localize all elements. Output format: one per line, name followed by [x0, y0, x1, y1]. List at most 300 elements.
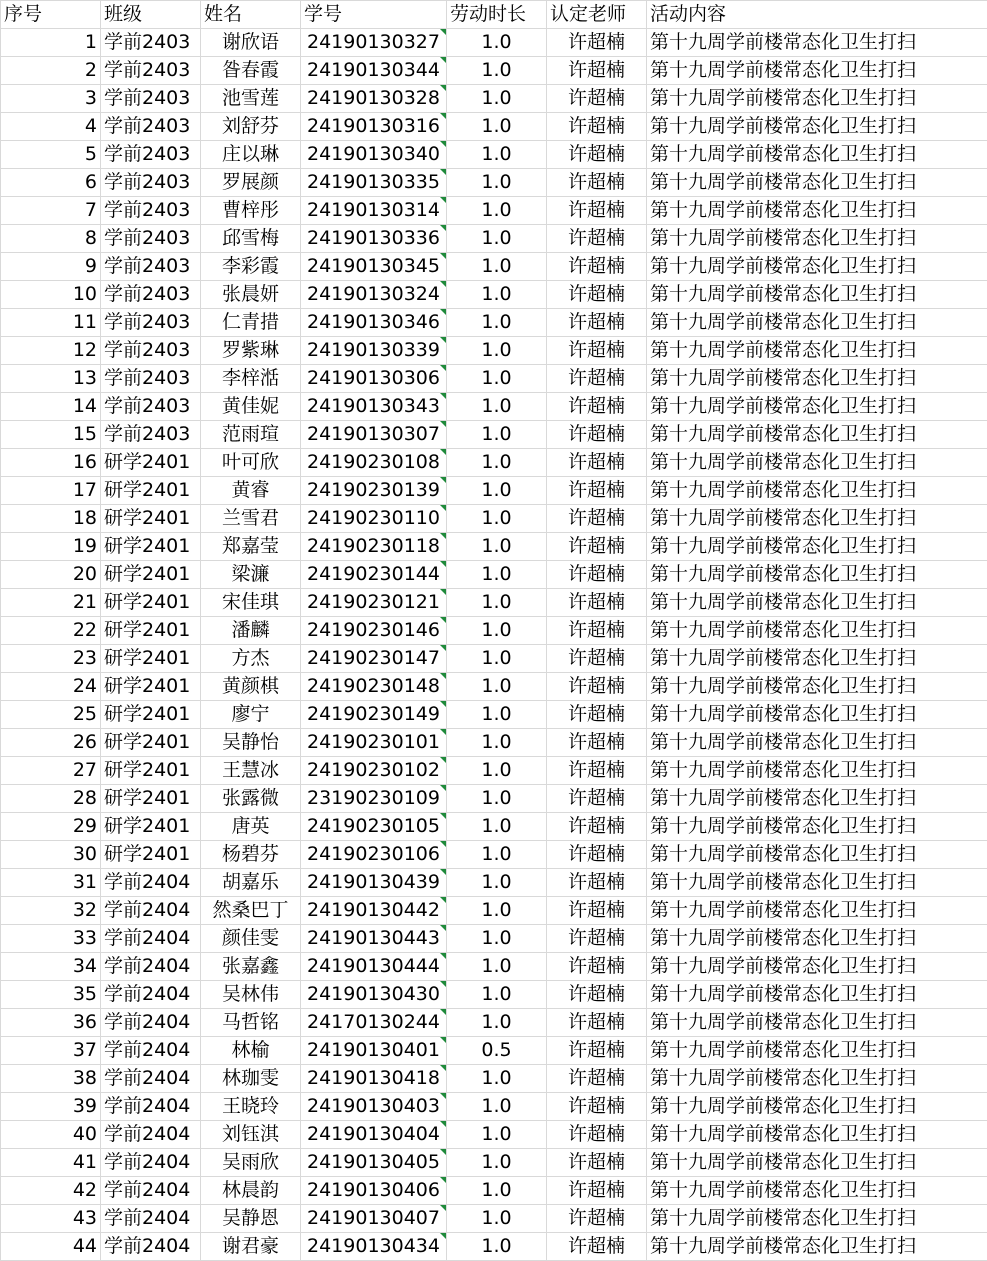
- cell-student-id[interactable]: 24190230148: [301, 673, 447, 701]
- cell-class[interactable]: 研学2401: [101, 841, 201, 869]
- cell-teacher[interactable]: 许超楠: [547, 1177, 647, 1205]
- cell-hours[interactable]: 1.0: [447, 449, 547, 477]
- cell-teacher[interactable]: 许超楠: [547, 337, 647, 365]
- cell-name[interactable]: 刘舒芬: [201, 113, 301, 141]
- cell-student-id[interactable]: 24190230121: [301, 589, 447, 617]
- cell-name[interactable]: 谢欣语: [201, 29, 301, 57]
- cell-student-id[interactable]: 23190230109: [301, 785, 447, 813]
- cell-name[interactable]: 马哲铭: [201, 1009, 301, 1037]
- cell-student-id[interactable]: 24190130401: [301, 1037, 447, 1065]
- cell-student-id[interactable]: 24190130307: [301, 421, 447, 449]
- cell-hours[interactable]: 1.0: [447, 617, 547, 645]
- cell-hours[interactable]: 1.0: [447, 29, 547, 57]
- cell-seq[interactable]: 14: [1, 393, 101, 421]
- cell-student-id[interactable]: 24190130407: [301, 1205, 447, 1233]
- cell-name[interactable]: 黄颜棋: [201, 673, 301, 701]
- cell-teacher[interactable]: 许超楠: [547, 757, 647, 785]
- cell-teacher[interactable]: 许超楠: [547, 841, 647, 869]
- cell-teacher[interactable]: 许超楠: [547, 897, 647, 925]
- cell-student-id[interactable]: 24190130442: [301, 897, 447, 925]
- cell-hours[interactable]: 1.0: [447, 141, 547, 169]
- cell-class[interactable]: 学前2404: [101, 981, 201, 1009]
- cell-teacher[interactable]: 许超楠: [547, 869, 647, 897]
- cell-hours[interactable]: 1.0: [447, 421, 547, 449]
- cell-activity[interactable]: 第十九周学前楼常态化卫生打扫: [647, 1037, 987, 1065]
- cell-student-id[interactable]: 24190130336: [301, 225, 447, 253]
- cell-name[interactable]: 胡嘉乐: [201, 869, 301, 897]
- cell-seq[interactable]: 21: [1, 589, 101, 617]
- header-student-id[interactable]: 学号: [301, 1, 447, 29]
- cell-class[interactable]: 学前2403: [101, 29, 201, 57]
- cell-activity[interactable]: 第十九周学前楼常态化卫生打扫: [647, 281, 987, 309]
- cell-student-id[interactable]: 24190130434: [301, 1233, 447, 1261]
- cell-name[interactable]: 吴林伟: [201, 981, 301, 1009]
- cell-teacher[interactable]: 许超楠: [547, 1037, 647, 1065]
- cell-hours[interactable]: 1.0: [447, 1205, 547, 1233]
- cell-name[interactable]: 罗紫琳: [201, 337, 301, 365]
- cell-hours[interactable]: 1.0: [447, 1121, 547, 1149]
- cell-hours[interactable]: 1.0: [447, 1065, 547, 1093]
- cell-teacher[interactable]: 许超楠: [547, 1121, 647, 1149]
- cell-name[interactable]: 吴雨欣: [201, 1149, 301, 1177]
- cell-activity[interactable]: 第十九周学前楼常态化卫生打扫: [647, 1205, 987, 1233]
- cell-hours[interactable]: 1.0: [447, 309, 547, 337]
- cell-teacher[interactable]: 许超楠: [547, 421, 647, 449]
- cell-teacher[interactable]: 许超楠: [547, 113, 647, 141]
- cell-student-id[interactable]: 24190230149: [301, 701, 447, 729]
- cell-name[interactable]: 郑嘉莹: [201, 533, 301, 561]
- cell-class[interactable]: 学前2403: [101, 85, 201, 113]
- cell-seq[interactable]: 42: [1, 1177, 101, 1205]
- cell-teacher[interactable]: 许超楠: [547, 589, 647, 617]
- cell-teacher[interactable]: 许超楠: [547, 477, 647, 505]
- header-activity[interactable]: 活动内容: [647, 1, 987, 29]
- cell-activity[interactable]: 第十九周学前楼常态化卫生打扫: [647, 673, 987, 701]
- cell-teacher[interactable]: 许超楠: [547, 1093, 647, 1121]
- cell-class[interactable]: 学前2404: [101, 1065, 201, 1093]
- cell-hours[interactable]: 1.0: [447, 673, 547, 701]
- cell-teacher[interactable]: 许超楠: [547, 981, 647, 1009]
- cell-class[interactable]: 研学2401: [101, 701, 201, 729]
- cell-seq[interactable]: 38: [1, 1065, 101, 1093]
- cell-class[interactable]: 学前2403: [101, 197, 201, 225]
- cell-class[interactable]: 学前2404: [101, 1037, 201, 1065]
- cell-activity[interactable]: 第十九周学前楼常态化卫生打扫: [647, 925, 987, 953]
- cell-student-id[interactable]: 24190130339: [301, 337, 447, 365]
- cell-student-id[interactable]: 24190130404: [301, 1121, 447, 1149]
- cell-seq[interactable]: 12: [1, 337, 101, 365]
- cell-student-id[interactable]: 24190230144: [301, 561, 447, 589]
- cell-teacher[interactable]: 许超楠: [547, 253, 647, 281]
- cell-hours[interactable]: 1.0: [447, 561, 547, 589]
- cell-class[interactable]: 学前2404: [101, 1009, 201, 1037]
- cell-hours[interactable]: 1.0: [447, 505, 547, 533]
- cell-student-id[interactable]: 24190230139: [301, 477, 447, 505]
- cell-hours[interactable]: 1.0: [447, 533, 547, 561]
- cell-student-id[interactable]: 24190130306: [301, 365, 447, 393]
- cell-seq[interactable]: 43: [1, 1205, 101, 1233]
- cell-hours[interactable]: 1.0: [447, 365, 547, 393]
- cell-seq[interactable]: 35: [1, 981, 101, 1009]
- cell-seq[interactable]: 30: [1, 841, 101, 869]
- cell-student-id[interactable]: 24190230110: [301, 505, 447, 533]
- cell-class[interactable]: 学前2403: [101, 169, 201, 197]
- cell-activity[interactable]: 第十九周学前楼常态化卫生打扫: [647, 57, 987, 85]
- cell-student-id[interactable]: 24190130430: [301, 981, 447, 1009]
- cell-teacher[interactable]: 许超楠: [547, 1065, 647, 1093]
- cell-activity[interactable]: 第十九周学前楼常态化卫生打扫: [647, 1233, 987, 1261]
- cell-seq[interactable]: 31: [1, 869, 101, 897]
- header-name[interactable]: 姓名: [201, 1, 301, 29]
- cell-name[interactable]: 范雨瑄: [201, 421, 301, 449]
- cell-teacher[interactable]: 许超楠: [547, 197, 647, 225]
- cell-hours[interactable]: 1.0: [447, 925, 547, 953]
- cell-activity[interactable]: 第十九周学前楼常态化卫生打扫: [647, 113, 987, 141]
- cell-class[interactable]: 学前2404: [101, 897, 201, 925]
- cell-activity[interactable]: 第十九周学前楼常态化卫生打扫: [647, 309, 987, 337]
- cell-seq[interactable]: 19: [1, 533, 101, 561]
- cell-teacher[interactable]: 许超楠: [547, 141, 647, 169]
- cell-seq[interactable]: 24: [1, 673, 101, 701]
- cell-class[interactable]: 研学2401: [101, 645, 201, 673]
- cell-student-id[interactable]: 24190230147: [301, 645, 447, 673]
- cell-hours[interactable]: 1.0: [447, 57, 547, 85]
- cell-name[interactable]: 曹梓彤: [201, 197, 301, 225]
- cell-student-id[interactable]: 24190130439: [301, 869, 447, 897]
- cell-seq[interactable]: 10: [1, 281, 101, 309]
- cell-activity[interactable]: 第十九周学前楼常态化卫生打扫: [647, 197, 987, 225]
- cell-student-id[interactable]: 24190130314: [301, 197, 447, 225]
- cell-hours[interactable]: 1.0: [447, 1009, 547, 1037]
- cell-name[interactable]: 吴静恩: [201, 1205, 301, 1233]
- cell-seq[interactable]: 29: [1, 813, 101, 841]
- cell-activity[interactable]: 第十九周学前楼常态化卫生打扫: [647, 953, 987, 981]
- cell-seq[interactable]: 33: [1, 925, 101, 953]
- cell-seq[interactable]: 3: [1, 85, 101, 113]
- cell-hours[interactable]: 1.0: [447, 757, 547, 785]
- cell-name[interactable]: 林榆: [201, 1037, 301, 1065]
- cell-hours[interactable]: 1.0: [447, 897, 547, 925]
- cell-class[interactable]: 学前2403: [101, 225, 201, 253]
- cell-class[interactable]: 学前2404: [101, 925, 201, 953]
- cell-teacher[interactable]: 许超楠: [547, 673, 647, 701]
- cell-seq[interactable]: 34: [1, 953, 101, 981]
- cell-seq[interactable]: 18: [1, 505, 101, 533]
- cell-activity[interactable]: 第十九周学前楼常态化卫生打扫: [647, 225, 987, 253]
- header-seq[interactable]: 序号: [1, 1, 101, 29]
- cell-hours[interactable]: 1.0: [447, 981, 547, 1009]
- cell-seq[interactable]: 2: [1, 57, 101, 85]
- cell-name[interactable]: 杨碧芬: [201, 841, 301, 869]
- cell-teacher[interactable]: 许超楠: [547, 925, 647, 953]
- cell-seq[interactable]: 22: [1, 617, 101, 645]
- cell-class[interactable]: 研学2401: [101, 785, 201, 813]
- cell-hours[interactable]: 1.0: [447, 589, 547, 617]
- cell-seq[interactable]: 36: [1, 1009, 101, 1037]
- cell-seq[interactable]: 28: [1, 785, 101, 813]
- cell-teacher[interactable]: 许超楠: [547, 729, 647, 757]
- cell-class[interactable]: 研学2401: [101, 589, 201, 617]
- cell-student-id[interactable]: 24190130418: [301, 1065, 447, 1093]
- cell-activity[interactable]: 第十九周学前楼常态化卫生打扫: [647, 1093, 987, 1121]
- cell-teacher[interactable]: 许超楠: [547, 85, 647, 113]
- cell-class[interactable]: 学前2403: [101, 281, 201, 309]
- cell-activity[interactable]: 第十九周学前楼常态化卫生打扫: [647, 1177, 987, 1205]
- cell-name[interactable]: 庄以琳: [201, 141, 301, 169]
- cell-teacher[interactable]: 许超楠: [547, 617, 647, 645]
- cell-activity[interactable]: 第十九周学前楼常态化卫生打扫: [647, 813, 987, 841]
- cell-teacher[interactable]: 许超楠: [547, 505, 647, 533]
- cell-seq[interactable]: 32: [1, 897, 101, 925]
- cell-name[interactable]: 黄佳妮: [201, 393, 301, 421]
- cell-hours[interactable]: 1.0: [447, 253, 547, 281]
- cell-seq[interactable]: 44: [1, 1233, 101, 1261]
- cell-student-id[interactable]: 24190130443: [301, 925, 447, 953]
- cell-activity[interactable]: 第十九周学前楼常态化卫生打扫: [647, 1121, 987, 1149]
- cell-seq[interactable]: 41: [1, 1149, 101, 1177]
- cell-class[interactable]: 研学2401: [101, 813, 201, 841]
- cell-class[interactable]: 研学2401: [101, 505, 201, 533]
- cell-seq[interactable]: 37: [1, 1037, 101, 1065]
- cell-activity[interactable]: 第十九周学前楼常态化卫生打扫: [647, 1009, 987, 1037]
- cell-student-id[interactable]: 24190130324: [301, 281, 447, 309]
- cell-activity[interactable]: 第十九周学前楼常态化卫生打扫: [647, 85, 987, 113]
- cell-seq[interactable]: 23: [1, 645, 101, 673]
- cell-activity[interactable]: 第十九周学前楼常态化卫生打扫: [647, 141, 987, 169]
- cell-class[interactable]: 研学2401: [101, 561, 201, 589]
- cell-name[interactable]: 邱雪梅: [201, 225, 301, 253]
- cell-student-id[interactable]: 24190230106: [301, 841, 447, 869]
- cell-teacher[interactable]: 许超楠: [547, 533, 647, 561]
- cell-class[interactable]: 研学2401: [101, 757, 201, 785]
- cell-seq[interactable]: 26: [1, 729, 101, 757]
- cell-student-id[interactable]: 24190230105: [301, 813, 447, 841]
- cell-activity[interactable]: 第十九周学前楼常态化卫生打扫: [647, 533, 987, 561]
- cell-hours[interactable]: 1.0: [447, 225, 547, 253]
- cell-student-id[interactable]: 24190130403: [301, 1093, 447, 1121]
- cell-name[interactable]: 潘麟: [201, 617, 301, 645]
- cell-seq[interactable]: 5: [1, 141, 101, 169]
- cell-class[interactable]: 学前2404: [101, 953, 201, 981]
- cell-seq[interactable]: 17: [1, 477, 101, 505]
- cell-activity[interactable]: 第十九周学前楼常态化卫生打扫: [647, 365, 987, 393]
- cell-class[interactable]: 研学2401: [101, 477, 201, 505]
- cell-name[interactable]: 昝春霞: [201, 57, 301, 85]
- cell-teacher[interactable]: 许超楠: [547, 1009, 647, 1037]
- cell-name[interactable]: 王慧冰: [201, 757, 301, 785]
- cell-seq[interactable]: 4: [1, 113, 101, 141]
- cell-name[interactable]: 刘钰淇: [201, 1121, 301, 1149]
- cell-name[interactable]: 梁濂: [201, 561, 301, 589]
- cell-teacher[interactable]: 许超楠: [547, 29, 647, 57]
- cell-activity[interactable]: 第十九周学前楼常态化卫生打扫: [647, 785, 987, 813]
- cell-class[interactable]: 研学2401: [101, 533, 201, 561]
- cell-name[interactable]: 张晨妍: [201, 281, 301, 309]
- cell-seq[interactable]: 16: [1, 449, 101, 477]
- cell-hours[interactable]: 1.0: [447, 1093, 547, 1121]
- cell-hours[interactable]: 1.0: [447, 1149, 547, 1177]
- cell-activity[interactable]: 第十九周学前楼常态化卫生打扫: [647, 1065, 987, 1093]
- cell-student-id[interactable]: 24190230118: [301, 533, 447, 561]
- cell-activity[interactable]: 第十九周学前楼常态化卫生打扫: [647, 421, 987, 449]
- cell-seq[interactable]: 13: [1, 365, 101, 393]
- cell-teacher[interactable]: 许超楠: [547, 225, 647, 253]
- header-teacher[interactable]: 认定老师: [547, 1, 647, 29]
- cell-activity[interactable]: 第十九周学前楼常态化卫生打扫: [647, 589, 987, 617]
- cell-class[interactable]: 学前2404: [101, 1233, 201, 1261]
- cell-hours[interactable]: 1.0: [447, 113, 547, 141]
- cell-name[interactable]: 池雪莲: [201, 85, 301, 113]
- cell-seq[interactable]: 25: [1, 701, 101, 729]
- header-class[interactable]: 班级: [101, 1, 201, 29]
- cell-teacher[interactable]: 许超楠: [547, 393, 647, 421]
- cell-name[interactable]: 仁青措: [201, 309, 301, 337]
- cell-seq[interactable]: 27: [1, 757, 101, 785]
- cell-hours[interactable]: 1.0: [447, 1233, 547, 1261]
- cell-name[interactable]: 李彩霞: [201, 253, 301, 281]
- cell-name[interactable]: 张露微: [201, 785, 301, 813]
- cell-hours[interactable]: 1.0: [447, 197, 547, 225]
- cell-activity[interactable]: 第十九周学前楼常态化卫生打扫: [647, 617, 987, 645]
- cell-seq[interactable]: 8: [1, 225, 101, 253]
- cell-student-id[interactable]: 24190130327: [301, 29, 447, 57]
- cell-name[interactable]: 张嘉鑫: [201, 953, 301, 981]
- cell-student-id[interactable]: 24190130343: [301, 393, 447, 421]
- cell-class[interactable]: 学前2404: [101, 869, 201, 897]
- cell-hours[interactable]: 1.0: [447, 1177, 547, 1205]
- cell-teacher[interactable]: 许超楠: [547, 645, 647, 673]
- cell-class[interactable]: 学前2403: [101, 421, 201, 449]
- cell-student-id[interactable]: 24190130345: [301, 253, 447, 281]
- cell-hours[interactable]: 1.0: [447, 645, 547, 673]
- cell-name[interactable]: 宋佳琪: [201, 589, 301, 617]
- header-hours[interactable]: 劳动时长: [447, 1, 547, 29]
- cell-name[interactable]: 林珈雯: [201, 1065, 301, 1093]
- cell-seq[interactable]: 20: [1, 561, 101, 589]
- cell-activity[interactable]: 第十九周学前楼常态化卫生打扫: [647, 869, 987, 897]
- cell-teacher[interactable]: 许超楠: [547, 1149, 647, 1177]
- cell-activity[interactable]: 第十九周学前楼常态化卫生打扫: [647, 757, 987, 785]
- cell-name[interactable]: 唐英: [201, 813, 301, 841]
- cell-seq[interactable]: 11: [1, 309, 101, 337]
- cell-hours[interactable]: 1.0: [447, 337, 547, 365]
- cell-hours[interactable]: 1.0: [447, 477, 547, 505]
- cell-seq[interactable]: 15: [1, 421, 101, 449]
- cell-name[interactable]: 吴静怡: [201, 729, 301, 757]
- cell-hours[interactable]: 1.0: [447, 813, 547, 841]
- cell-hours[interactable]: 1.0: [447, 701, 547, 729]
- cell-activity[interactable]: 第十九周学前楼常态化卫生打扫: [647, 505, 987, 533]
- cell-class[interactable]: 研学2401: [101, 617, 201, 645]
- cell-class[interactable]: 学前2403: [101, 141, 201, 169]
- cell-class[interactable]: 学前2403: [101, 365, 201, 393]
- cell-activity[interactable]: 第十九周学前楼常态化卫生打扫: [647, 449, 987, 477]
- cell-hours[interactable]: 1.0: [447, 729, 547, 757]
- cell-class[interactable]: 学前2404: [101, 1177, 201, 1205]
- cell-student-id[interactable]: 24190230101: [301, 729, 447, 757]
- cell-name[interactable]: 李梓湉: [201, 365, 301, 393]
- cell-activity[interactable]: 第十九周学前楼常态化卫生打扫: [647, 561, 987, 589]
- cell-name[interactable]: 颜佳雯: [201, 925, 301, 953]
- cell-hours[interactable]: 1.0: [447, 785, 547, 813]
- cell-teacher[interactable]: 许超楠: [547, 1205, 647, 1233]
- cell-student-id[interactable]: 24190130405: [301, 1149, 447, 1177]
- cell-teacher[interactable]: 许超楠: [547, 701, 647, 729]
- cell-class[interactable]: 学前2403: [101, 337, 201, 365]
- cell-activity[interactable]: 第十九周学前楼常态化卫生打扫: [647, 729, 987, 757]
- cell-class[interactable]: 学前2404: [101, 1121, 201, 1149]
- cell-name[interactable]: 黄睿: [201, 477, 301, 505]
- cell-name[interactable]: 谢君豪: [201, 1233, 301, 1261]
- cell-activity[interactable]: 第十九周学前楼常态化卫生打扫: [647, 645, 987, 673]
- cell-activity[interactable]: 第十九周学前楼常态化卫生打扫: [647, 841, 987, 869]
- cell-teacher[interactable]: 许超楠: [547, 1233, 647, 1261]
- cell-activity[interactable]: 第十九周学前楼常态化卫生打扫: [647, 393, 987, 421]
- cell-activity[interactable]: 第十九周学前楼常态化卫生打扫: [647, 169, 987, 197]
- cell-hours[interactable]: 1.0: [447, 85, 547, 113]
- cell-teacher[interactable]: 许超楠: [547, 785, 647, 813]
- cell-name[interactable]: 然桑巴丁: [201, 897, 301, 925]
- cell-name[interactable]: 林晨韵: [201, 1177, 301, 1205]
- cell-teacher[interactable]: 许超楠: [547, 365, 647, 393]
- cell-student-id[interactable]: 24190130444: [301, 953, 447, 981]
- cell-teacher[interactable]: 许超楠: [547, 561, 647, 589]
- cell-seq[interactable]: 39: [1, 1093, 101, 1121]
- cell-name[interactable]: 叶可欣: [201, 449, 301, 477]
- cell-hours[interactable]: 1.0: [447, 841, 547, 869]
- cell-name[interactable]: 方杰: [201, 645, 301, 673]
- cell-hours[interactable]: 1.0: [447, 869, 547, 897]
- cell-student-id[interactable]: 24190130340: [301, 141, 447, 169]
- cell-teacher[interactable]: 许超楠: [547, 57, 647, 85]
- cell-hours[interactable]: 0.5: [447, 1037, 547, 1065]
- cell-student-id[interactable]: 24170130244: [301, 1009, 447, 1037]
- cell-name[interactable]: 兰雪君: [201, 505, 301, 533]
- cell-class[interactable]: 学前2404: [101, 1093, 201, 1121]
- cell-activity[interactable]: 第十九周学前楼常态化卫生打扫: [647, 29, 987, 57]
- cell-student-id[interactable]: 24190230108: [301, 449, 447, 477]
- cell-name[interactable]: 王晓玲: [201, 1093, 301, 1121]
- cell-student-id[interactable]: 24190130406: [301, 1177, 447, 1205]
- cell-teacher[interactable]: 许超楠: [547, 169, 647, 197]
- cell-student-id[interactable]: 24190230102: [301, 757, 447, 785]
- cell-activity[interactable]: 第十九周学前楼常态化卫生打扫: [647, 253, 987, 281]
- cell-hours[interactable]: 1.0: [447, 953, 547, 981]
- cell-student-id[interactable]: 24190130346: [301, 309, 447, 337]
- cell-teacher[interactable]: 许超楠: [547, 449, 647, 477]
- cell-seq[interactable]: 6: [1, 169, 101, 197]
- cell-activity[interactable]: 第十九周学前楼常态化卫生打扫: [647, 981, 987, 1009]
- cell-class[interactable]: 研学2401: [101, 449, 201, 477]
- cell-class[interactable]: 学前2403: [101, 57, 201, 85]
- cell-seq[interactable]: 40: [1, 1121, 101, 1149]
- cell-class[interactable]: 学前2404: [101, 1205, 201, 1233]
- cell-student-id[interactable]: 24190130344: [301, 57, 447, 85]
- cell-teacher[interactable]: 许超楠: [547, 281, 647, 309]
- cell-student-id[interactable]: 24190130328: [301, 85, 447, 113]
- cell-activity[interactable]: 第十九周学前楼常态化卫生打扫: [647, 701, 987, 729]
- cell-name[interactable]: 廖宁: [201, 701, 301, 729]
- cell-class[interactable]: 学前2404: [101, 1149, 201, 1177]
- cell-class[interactable]: 学前2403: [101, 393, 201, 421]
- cell-teacher[interactable]: 许超楠: [547, 813, 647, 841]
- cell-activity[interactable]: 第十九周学前楼常态化卫生打扫: [647, 337, 987, 365]
- cell-seq[interactable]: 1: [1, 29, 101, 57]
- cell-class[interactable]: 学前2403: [101, 113, 201, 141]
- cell-name[interactable]: 罗展颜: [201, 169, 301, 197]
- cell-student-id[interactable]: 24190230146: [301, 617, 447, 645]
- cell-seq[interactable]: 9: [1, 253, 101, 281]
